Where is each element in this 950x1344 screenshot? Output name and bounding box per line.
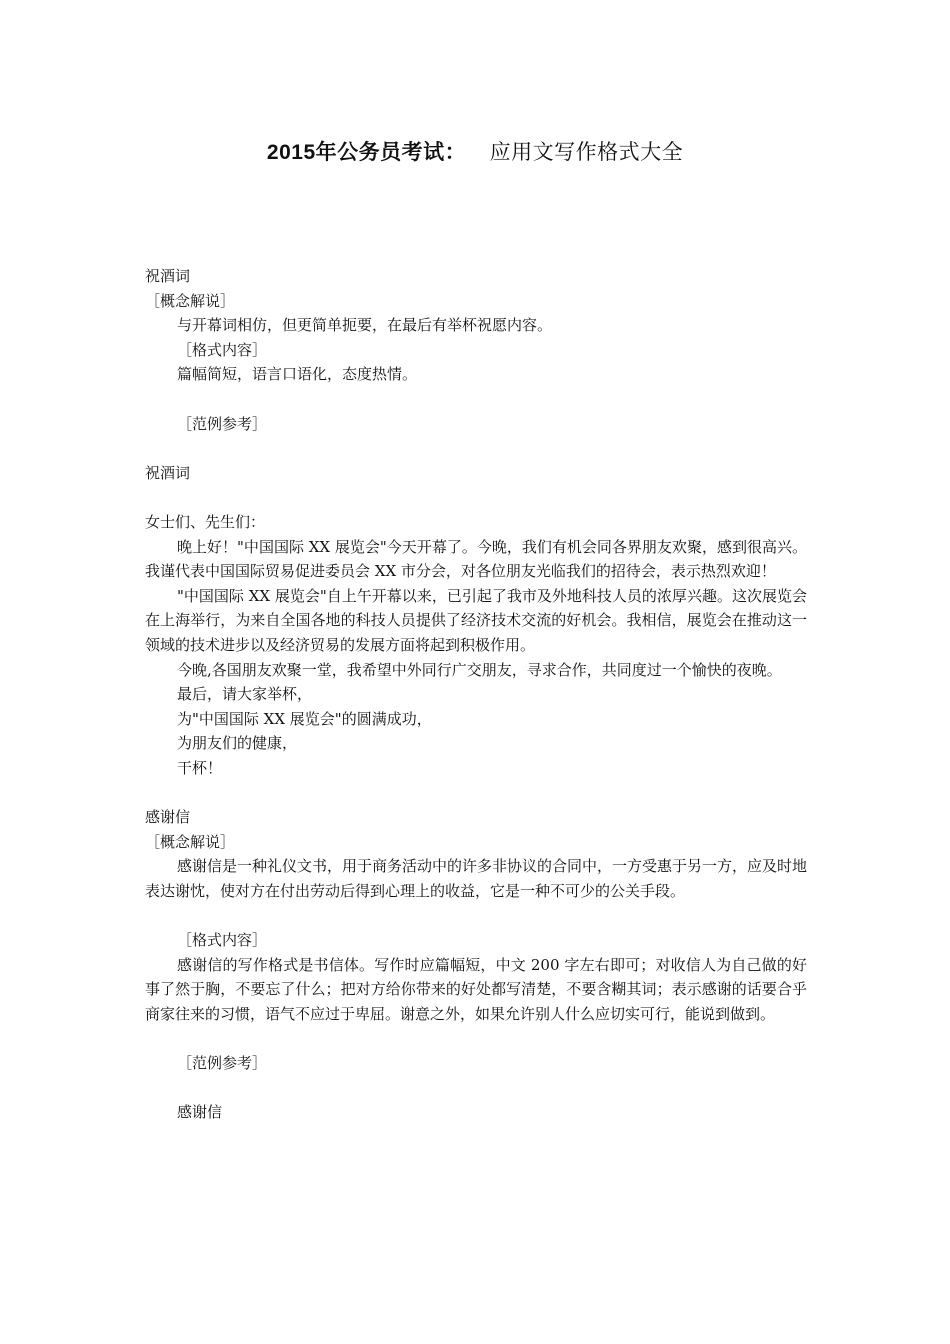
- toast-concept-text: 与开幕词相仿，但更简单扼要，在最后有举杯祝愿内容。: [177, 316, 553, 335]
- document-title: [0, 136, 950, 166]
- toast-closing-line-3: 为朋友们的健康，: [177, 734, 298, 753]
- title-part1: 年公务员考试：: [315, 139, 467, 164]
- thanks-concept-text: 感谢信是一种礼仪文书，用于商务活动中的许多非协议的合同中，一方受惠于另一方，应及时地表达谢忱，使对方在付出劳动后得到心理上的收益，它是一种不可少的公关手段。: [145, 857, 808, 900]
- thanks-format-label: ［格式内容］: [177, 931, 268, 950]
- title-year: 2015: [266, 141, 316, 164]
- toast-format-text: 篇幅简短，语言口语化，态度热情。: [177, 365, 418, 384]
- toast-closing-line-4: 干杯！: [177, 758, 223, 777]
- toast-format-label: ［格式内容］: [177, 340, 268, 359]
- toast-salutation: 女士们、先生们：: [145, 512, 266, 531]
- toast-paragraph-3: 今晚,各国朋友欢聚一堂，我希望中外同行广交朋友，寻求合作，共同度过一个愉快的夜晚。: [177, 660, 782, 679]
- thanks-format-text: 感谢信的写作格式是书信体。写作时应篇幅短，中文 200 字左右即可；对收信人为自己做的好事了然于胸，不要忘了什么；把对方给你带来的好处都写清楚，不要含糊其词；表示感谢的话要合乎商家往来的习惯，语气不应过于卑屈。谢意之外，如果允许别人什么应切实可行，能说到做到。: [145, 955, 807, 1023]
- toast-closing-line-1: 最后，请大家举杯，: [177, 685, 313, 704]
- toast-concept-label: ［概念解说］: [145, 291, 236, 310]
- title-part2: 应用文写作格式大全: [489, 140, 684, 164]
- toast-paragraph-2: "中国国际 XX 展览会"自上午开幕以来，已引起了我市及外地科技人员的浓厚兴趣。这次展览会在上海举行，为来自全国各地的科技人员提供了经济技术交流的好机会。我相信，展览会在推动这一领域的技术进步以及经济贸易的发展方面将起到积极作用。: [145, 586, 807, 654]
- thanks-concept-label: ［概念解说］: [145, 832, 236, 851]
- toast-closing-line-2: 为"中国国际 XX 展览会"的圆满成功，: [177, 709, 432, 728]
- toast-paragraph-1: 晚上好！"中国国际 XX 展览会"今天开幕了。今晚，我们有机会同各界朋友欢聚，感到很高兴。我谨代表中国国际贸易促进委员会 XX 市分会，对各位朋友光临我们的招待会，表示热烈欢迎！: [145, 537, 807, 581]
- toast-example-label: ［范例参考］: [177, 414, 268, 433]
- thanks-example-title: 感谢信: [177, 1103, 223, 1122]
- thanks-example-label: ［范例参考］: [177, 1054, 268, 1072]
- toast-example-title: 祝酒词: [145, 463, 191, 482]
- section-heading-thanks: 感谢信: [145, 808, 191, 827]
- document-body: [145, 264, 807, 1125]
- section-heading-toast: 祝酒词: [145, 267, 191, 285]
